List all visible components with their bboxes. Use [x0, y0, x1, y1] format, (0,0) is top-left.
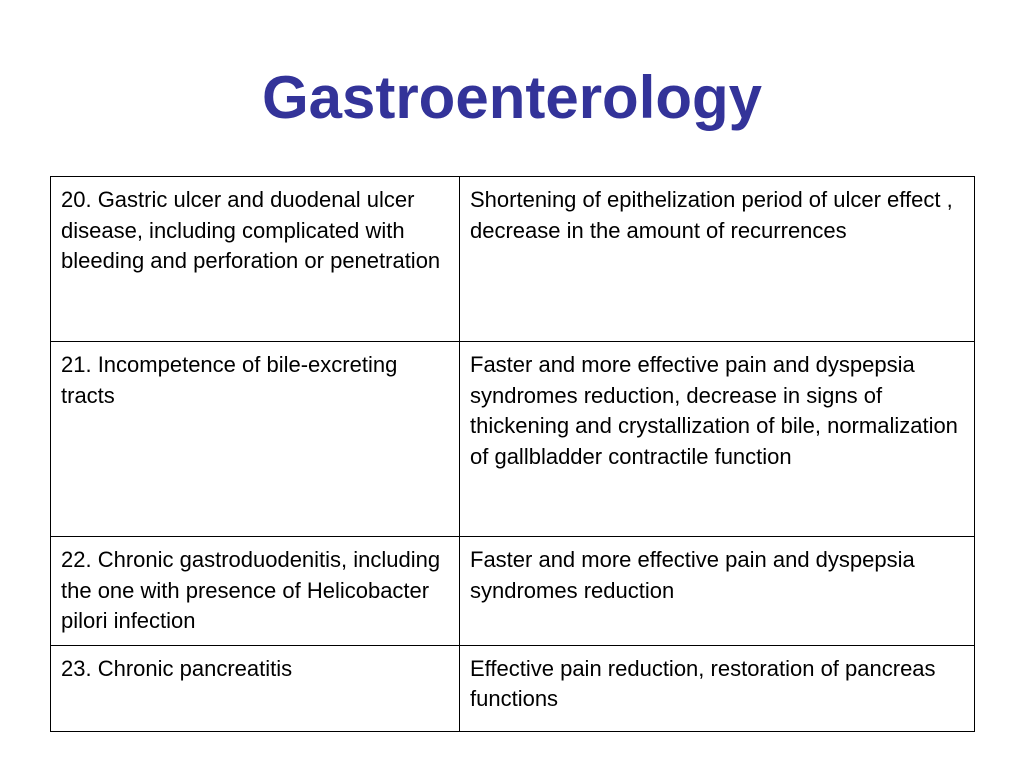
table-row — [51, 342, 975, 537]
effect-cell: Effective pain reduction, restoration of pancreas functions — [460, 645, 975, 731]
condition-cell: 21. Incompetence of bile-excreting tracts — [51, 342, 460, 537]
indications-table — [50, 176, 975, 732]
effect-cell: Faster and more effective pain and dyspepsia syndromes reduction, decrease in signs of thickening and crystallization of bile, normalization of gallbladder contractile function — [460, 342, 975, 537]
table-row — [51, 177, 975, 342]
condition-cell: 22. Chronic gastroduodenitis, including the one with presence of Helicobacter pilori infection — [51, 537, 460, 646]
condition-cell: 23. Chronic pancreatitis — [51, 645, 460, 731]
condition-cell: 20. Gastric ulcer and duodenal ulcer disease, including complicated with bleeding and perforation or penetration — [51, 177, 460, 342]
slide-title: Gastroenterology — [261, 64, 763, 131]
effect-cell: Faster and more effective pain and dyspepsia syndromes reduction — [460, 537, 975, 646]
table-row — [51, 537, 975, 646]
effect-cell: Shortening of epithelization period of ulcer effect , decrease in the amount of recurrences — [460, 177, 975, 342]
table-row — [51, 645, 975, 731]
